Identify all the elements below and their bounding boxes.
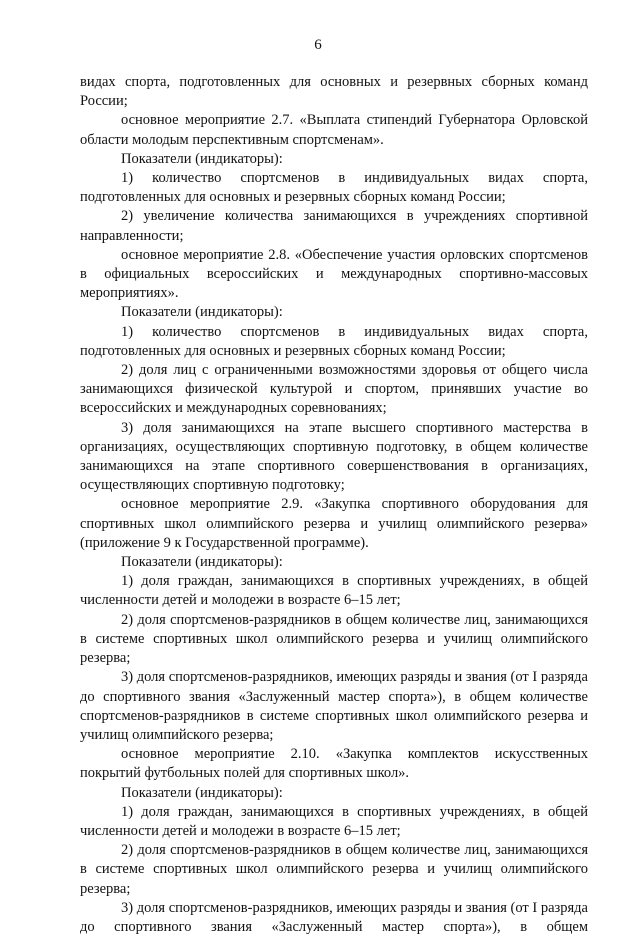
paragraph: видах спорта, подготовленных для основных и резервных сборных команд России;	[80, 74, 588, 110]
paragraph: 3) доля спортсменов-разрядников, имеющих разряды и звания (от I разряда до спортивного звания «Заслуженный мастер спорта»), в общем количестве спортсменов-разрядников в системе спортивных школ олимпийского резерва и училищ олимпийского резерва;	[80, 669, 588, 743]
paragraph: Показатели (индикаторы):	[121, 304, 283, 321]
paragraph: Показатели (индикаторы):	[121, 784, 283, 801]
paragraph: 1) доля граждан, занимающихся в спортивных учреждениях, в общей численности детей и молодежи в возрасте 6–15 лет;	[80, 803, 588, 839]
paragraph: основное мероприятие 2.7. «Выплата стипендий Губернатора Орловской области молодым перспективным спортсменам».	[80, 112, 588, 148]
paragraph: Показатели (индикаторы):	[121, 150, 283, 167]
paragraph: 1) количество спортсменов в индивидуальных видах спорта, подготовленных для основных и резервных сборных команд России;	[80, 323, 588, 359]
document-body	[80, 73, 588, 937]
paragraph: основное мероприятие 2.8. «Обеспечение участия орловских спортсменов в официальных всероссийских и международных спортивно-массовых мероприятиях».	[80, 246, 588, 302]
paragraph: основное мероприятие 2.9. «Закупка спортивного оборудования для спортивных школ олимпийского резерва и училищ олимпийского резерва» (приложение 9 к Государственной программе).	[80, 496, 588, 551]
paragraph: основное мероприятие 2.10. «Закупка комплектов искусственных покрытий футбольных полей для спортивных школ».	[80, 746, 588, 782]
paragraph: 1) количество спортсменов в индивидуальных видах спорта, подготовленных для основных и резервных сборных команд России;	[80, 170, 588, 206]
paragraph: 1) доля граждан, занимающихся в спортивных учреждениях, в общей численности детей и молодежи в возрасте 6–15 лет;	[80, 573, 588, 609]
page-number: 6	[314, 37, 322, 53]
paragraph: 3) доля спортсменов-разрядников, имеющих разряды и звания (от I разряда до спортивного звания «Заслуженный мастер спорта»), в общем	[80, 899, 588, 935]
paragraph: Показатели (индикаторы):	[121, 554, 283, 571]
paragraph: 2) доля спортсменов-разрядников в общем количестве лиц, занимающихся в системе спортивных школ олимпийского резерва и училищ олимпийского резерва;	[80, 611, 588, 667]
paragraph: 3) доля занимающихся на этапе высшего спортивного мастерства в организациях, осуществляющих спортивную подготовку, в общем количестве занимающихся на этапе спортивного совершенствования в организациях, осуществляющих спортивную подготовку;	[80, 419, 588, 494]
paragraph: 2) доля лиц с ограниченными возможностями здоровья от общего числа занимающихся физической культурой и спортом, принявших участие во всероссийских и международных соревнованиях;	[80, 362, 588, 417]
paragraph: 2) доля спортсменов-разрядников в общем количестве лиц, занимающихся в системе спортивных школ олимпийского резерва и училищ олимпийского резерва;	[80, 842, 588, 897]
paragraph: 2) увеличение количества занимающихся в учреждениях спортивной направленности;	[80, 208, 588, 244]
